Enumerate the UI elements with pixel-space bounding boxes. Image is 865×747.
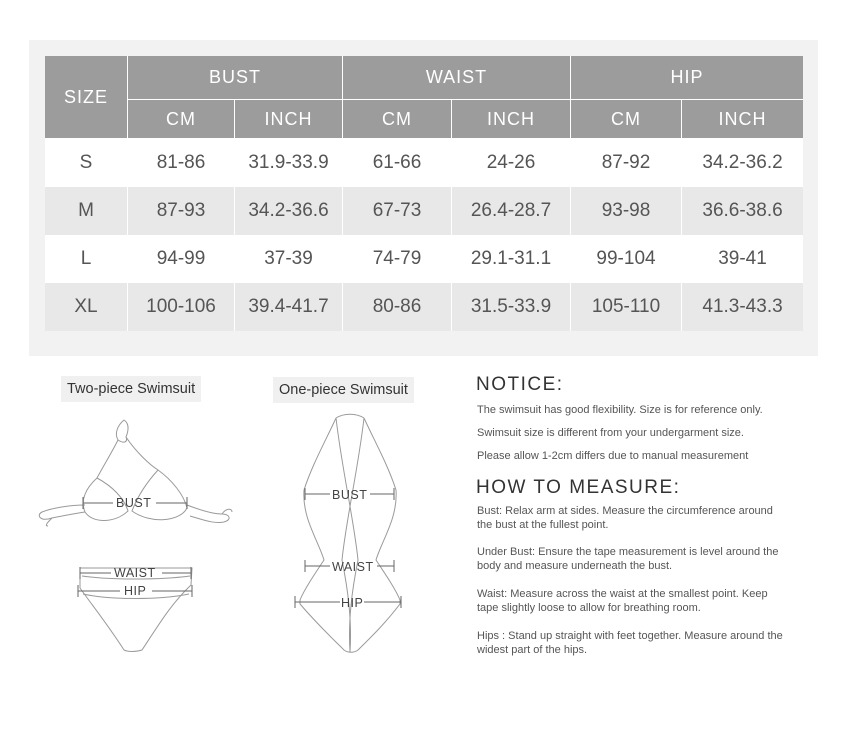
size-cell: XL bbox=[45, 283, 128, 331]
table-cell: 29.1-31.1 bbox=[452, 235, 571, 283]
table-cell: 39-41 bbox=[682, 235, 803, 283]
two-piece-waist-label: WAIST bbox=[114, 566, 156, 580]
unit-header: CM bbox=[571, 100, 682, 139]
table-cell: 34.2-36.2 bbox=[682, 139, 803, 187]
two-piece-bust-label: BUST bbox=[116, 496, 152, 510]
table-cell: 37-39 bbox=[235, 235, 343, 283]
two-piece-swimsuit-drawing bbox=[39, 420, 232, 652]
unit-header: CM bbox=[343, 100, 452, 139]
table-cell: 67-73 bbox=[343, 187, 452, 235]
table-cell: 31.5-33.9 bbox=[452, 283, 571, 331]
one-piece-waist-label: WAIST bbox=[332, 560, 374, 574]
table-cell: 100-106 bbox=[128, 283, 235, 331]
table-cell: 93-98 bbox=[571, 187, 682, 235]
table-cell: 74-79 bbox=[343, 235, 452, 283]
two-piece-title: Two-piece Swimsuit bbox=[61, 376, 201, 402]
size-cell: L bbox=[45, 235, 128, 283]
table-cell: 105-110 bbox=[571, 283, 682, 331]
unit-header: INCH bbox=[452, 100, 571, 139]
one-piece-title: One-piece Swimsuit bbox=[273, 377, 414, 403]
notice-line: Swimsuit size is different from your undergarment size. bbox=[477, 427, 744, 439]
one-piece-measure-lines bbox=[295, 488, 401, 608]
two-piece-measure-lines bbox=[78, 497, 192, 597]
one-piece-hip-label: HIP bbox=[341, 596, 364, 610]
measure-instruction: Bust: Relax arm at sides. Measure the circumference around the bust at the fullest point. bbox=[477, 505, 773, 531]
unit-header: CM bbox=[128, 100, 235, 139]
table-cell: 87-93 bbox=[128, 187, 235, 235]
table-cell: 34.2-36.6 bbox=[235, 187, 343, 235]
measure-instruction: Hips : Stand up straight with feet together. Measure around the widest part of the hips. bbox=[477, 630, 783, 656]
unit-header: INCH bbox=[235, 100, 343, 139]
notice-line: The swimsuit has good flexibility. Size is for reference only. bbox=[477, 404, 763, 416]
table-cell: 39.4-41.7 bbox=[235, 283, 343, 331]
table-cell: 41.3-43.3 bbox=[682, 283, 803, 331]
size-cell: M bbox=[45, 187, 128, 235]
table-cell: 81-86 bbox=[128, 139, 235, 187]
table-cell: 31.9-33.9 bbox=[235, 139, 343, 187]
table-cell: 87-92 bbox=[571, 139, 682, 187]
table-cell: 94-99 bbox=[128, 235, 235, 283]
table-cell: 80-86 bbox=[343, 283, 452, 331]
one-piece-swimsuit-drawing bbox=[300, 414, 400, 652]
notice-title: NOTICE: bbox=[476, 374, 564, 395]
two-piece-hip-label: HIP bbox=[124, 584, 147, 598]
table-cell: 61-66 bbox=[343, 139, 452, 187]
waist-group-header: WAIST bbox=[343, 56, 571, 100]
notice-line: Please allow 1-2cm differs due to manual measurement bbox=[477, 450, 749, 462]
table-cell: 99-104 bbox=[571, 235, 682, 283]
size-cell: S bbox=[45, 139, 128, 187]
how-to-measure-title: HOW TO MEASURE: bbox=[476, 477, 681, 498]
one-piece-bust-label: BUST bbox=[332, 488, 368, 502]
measure-instruction: Waist: Measure across the waist at the smallest point. Keep tape slightly loose to allow for breathing room. bbox=[477, 588, 768, 614]
bust-group-header: BUST bbox=[128, 56, 343, 100]
size-column-header: SIZE bbox=[45, 56, 128, 139]
table-cell: 36.6-38.6 bbox=[682, 187, 803, 235]
table-cell: 24-26 bbox=[452, 139, 571, 187]
measure-instruction: Under Bust: Ensure the tape measurement is level around the body and measure underneath the bust. bbox=[477, 546, 779, 572]
hip-group-header: HIP bbox=[571, 56, 803, 100]
table-cell: 26.4-28.7 bbox=[452, 187, 571, 235]
unit-header: INCH bbox=[682, 100, 803, 139]
